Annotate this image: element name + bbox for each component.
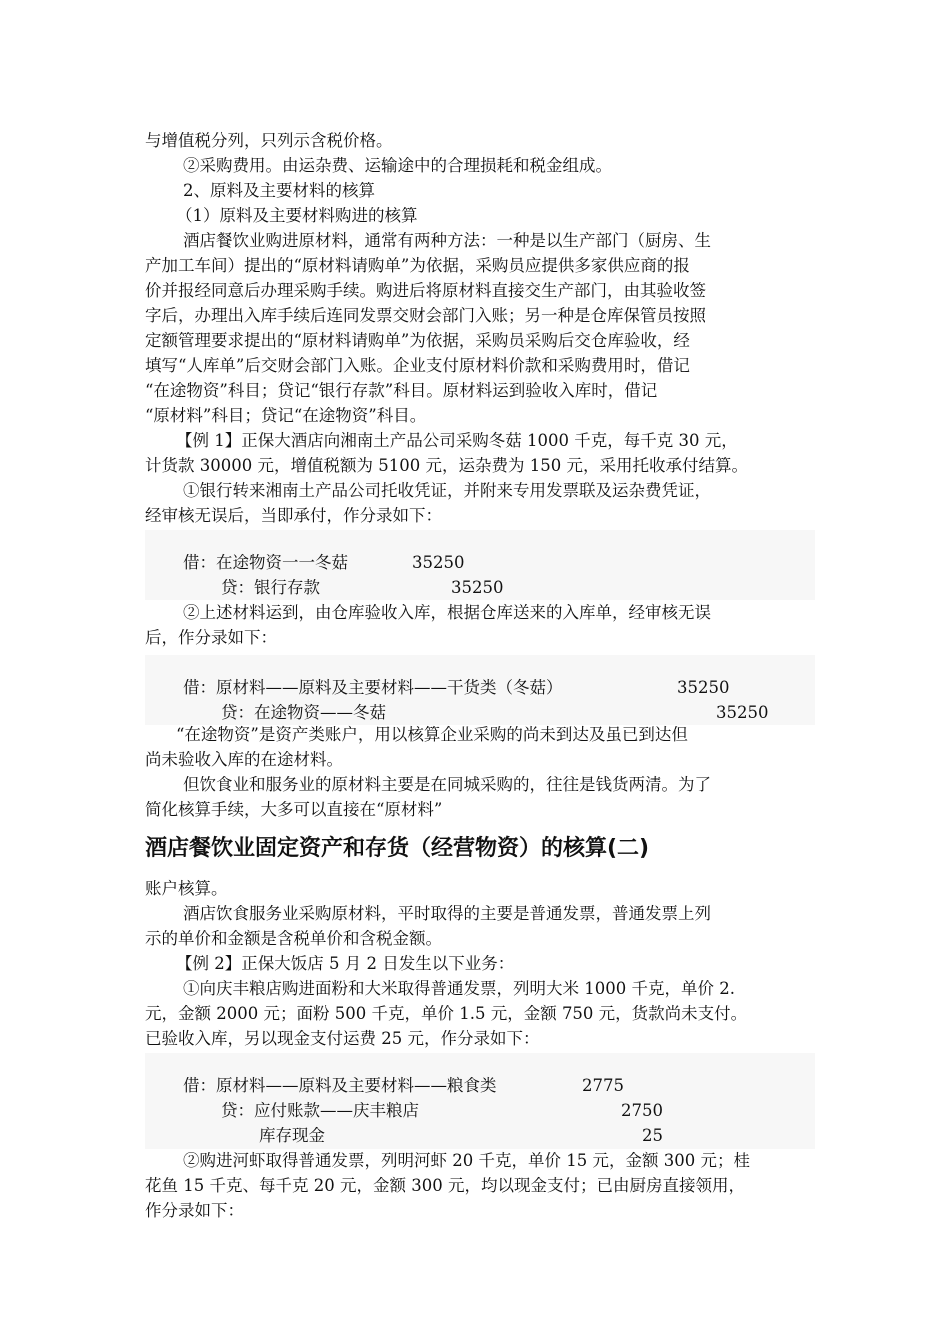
example-line: 【例 1】正保大酒店向湘南土产品公司采购冬菇 1000 千克，每千克 30 元， <box>176 431 738 450</box>
journal-debit-label: 借：原材料——原料及主要材料——干货类（冬菇） <box>183 678 563 697</box>
journal-credit2-label: 库存现金 <box>259 1126 325 1145</box>
heading-level-2: 2、原料及主要材料的核算 <box>183 181 375 200</box>
paragraph-line: 已验收入库，另以现金支付运费 25 元，作分录如下： <box>145 1029 540 1048</box>
paragraph-line: 酒店饮食服务业采购原材料，平时取得的主要是普通发票，普通发票上列 <box>183 904 711 923</box>
paragraph-line: ②购进河虾取得普通发票，列明河虾 20 千克，单价 15 元，金额 300 元；桂 <box>183 1151 750 1170</box>
journal-credit-label: 贷：在途物资——冬菇 <box>221 703 386 722</box>
journal-debit-label: 借：在途物资一一冬菇 <box>183 553 348 572</box>
paragraph-line: 花鱼 15 千克、每千克 20 元，金额 300 元，均以现金支付；已由厨房直接领用， <box>145 1176 745 1195</box>
paragraph-line: “在途物资”科目；贷记“银行存款”科目。原材料运到验收入库时，借记 <box>145 381 658 400</box>
journal-debit-amount: 35250 <box>677 678 730 697</box>
paragraph-line: 字后，办理出入库手续后连同发票交财会部门入账；另一种是仓库保管员按照 <box>145 306 706 325</box>
paragraph-line: 后，作分录如下： <box>145 628 277 647</box>
paragraph-line: 示的单价和金额是含税单价和含税金额。 <box>145 929 442 948</box>
paragraph-line: 定额管理要求提出的“原材料请购单”为依据，采购员采购后交仓库验收，经 <box>145 331 690 350</box>
journal-credit2-amount: 25 <box>642 1126 663 1145</box>
paragraph-line: 经审核无误后，当即承付，作分录如下： <box>145 506 442 525</box>
paragraph-line: 酒店餐饮业购进原材料，通常有两种方法：一种是以生产部门（厨房、生 <box>183 231 711 250</box>
example-line: 【例 2】正保大饭店 5 月 2 日发生以下业务： <box>176 954 515 973</box>
paragraph-line: 填写“人库单”后交财会部门入账。企业支付原材料价款和采购费用时，借记 <box>145 356 690 375</box>
paragraph-line: 但饮食业和服务业的原材料主要是在同城采购的，往往是钱货两清。为了 <box>183 775 711 794</box>
section-title: 酒店餐饮业固定资产和存货（经营物资）的核算(二) <box>145 836 650 861</box>
journal-credit-amount: 2750 <box>621 1101 663 1120</box>
journal-credit-amount: 35250 <box>451 578 504 597</box>
paragraph-line: 元，金额 2000 元；面粉 500 千克，单价 1.5 元，金额 750 元，货款尚未支付。 <box>145 1004 748 1023</box>
paragraph-line: 产加工车间）提出的“原材料请购单”为依据，采购员应提供多家供应商的报 <box>145 256 690 275</box>
journal-debit-amount: 2775 <box>582 1076 624 1095</box>
example-line: 计货款 30000 元，增值税额为 5100 元，运杂费为 150 元，采用托收承付结算。 <box>145 456 748 475</box>
paragraph-line: 价并报经同意后办理采购手续。购进后将原材料直接交生产部门，由其验收签 <box>145 281 706 300</box>
paragraph-line: “在途物资”是资产类账户，用以核算企业采购的尚未到达及虽已到达但 <box>176 725 688 744</box>
heading-level-3: （1）原料及主要材料购进的核算 <box>176 206 418 225</box>
journal-debit-label: 借：原材料——原料及主要材料——粮食类 <box>183 1076 497 1095</box>
journal-credit-label: 贷：应付账款——庆丰粮店 <box>221 1101 419 1120</box>
paragraph-line: ②采购费用。由运杂费、运输途中的合理损耗和税金组成。 <box>183 156 612 175</box>
paragraph-line: 简化核算手续，大多可以直接在“原材料” <box>145 800 443 819</box>
paragraph-line: 尚未验收入库的在途材料。 <box>145 750 343 769</box>
paragraph-line: “原材料”科目；贷记“在途物资”科目。 <box>145 406 427 425</box>
journal-credit-amount: 35250 <box>716 703 769 722</box>
paragraph-line: 作分录如下： <box>145 1201 244 1220</box>
journal-debit-amount: 35250 <box>412 553 465 572</box>
journal-credit-label: 贷：银行存款 <box>221 578 320 597</box>
paragraph-line: 与增值税分列，只列示含税价格。 <box>145 131 393 150</box>
paragraph-line: 账户核算。 <box>145 879 228 898</box>
paragraph-line: ①向庆丰粮店购进面粉和大米取得普通发票，列明大米 1000 千克，单价 2. <box>183 979 735 998</box>
paragraph-line: ②上述材料运到，由仓库验收入库，根据仓库送来的入库单，经审核无误 <box>183 603 711 622</box>
paragraph-line: ①银行转来湘南土产品公司托收凭证，并附来专用发票联及运杂费凭证， <box>183 481 711 500</box>
